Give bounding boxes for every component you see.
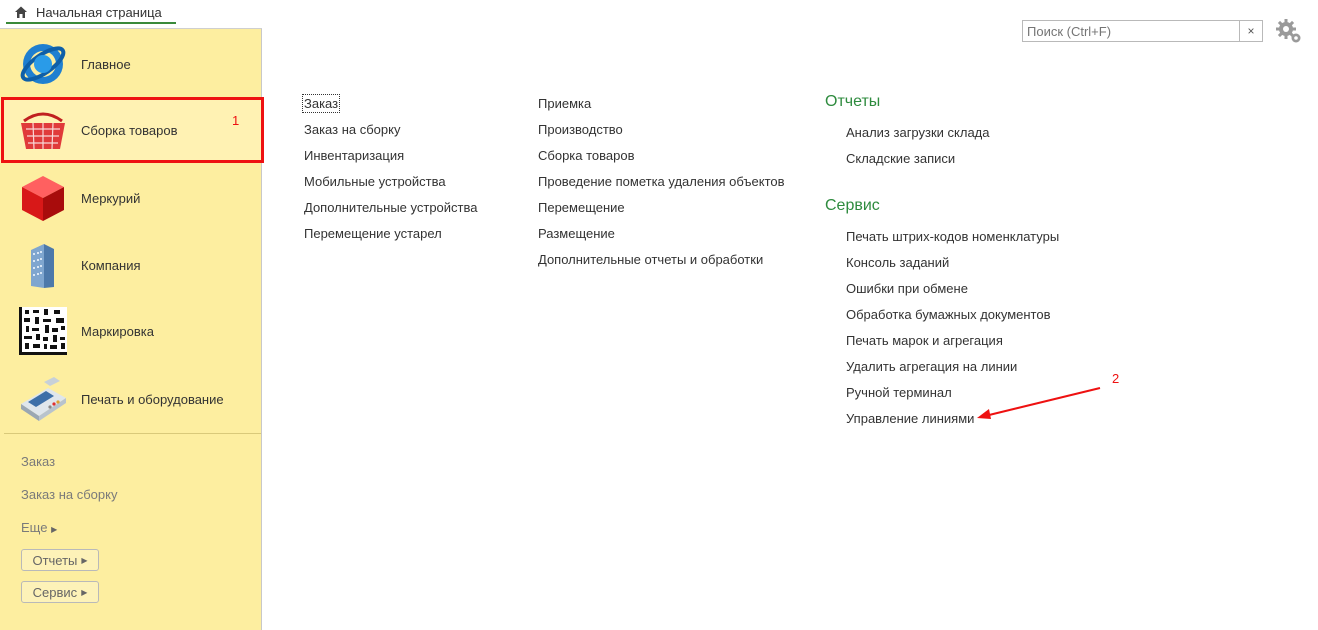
basket-icon bbox=[18, 105, 68, 155]
section-label: Главное bbox=[81, 56, 131, 72]
section-mercury[interactable] bbox=[0, 165, 261, 231]
command-mobile-devices[interactable]: Мобильные устройства bbox=[304, 174, 446, 189]
section-label: Маркировка bbox=[81, 323, 154, 339]
command-assembly-order[interactable]: Заказ на сборку bbox=[304, 122, 401, 137]
service-button-label: Сервис bbox=[32, 584, 78, 600]
annotation-arrow bbox=[975, 380, 1120, 425]
section-marking[interactable] bbox=[0, 298, 261, 364]
command-transfer[interactable]: Перемещение bbox=[538, 200, 625, 215]
command-placement[interactable]: Размещение bbox=[538, 226, 615, 241]
chevron-right-icon: ▶ bbox=[81, 587, 88, 597]
section-label: Печать и оборудование bbox=[81, 391, 224, 407]
command-deletion-marking[interactable]: Проведение пометка удаления объектов bbox=[538, 174, 785, 189]
search-input[interactable] bbox=[1023, 21, 1249, 41]
office-building-icon bbox=[18, 240, 68, 290]
service-paper-docs[interactable]: Обработка бумажных документов bbox=[846, 307, 1051, 322]
service-exchange-errors[interactable]: Ошибки при обмене bbox=[846, 281, 968, 296]
tab-strip bbox=[0, 0, 262, 29]
section-label: Компания bbox=[81, 257, 141, 273]
home-page-tab[interactable] bbox=[6, 2, 176, 24]
more-link[interactable] bbox=[21, 520, 57, 535]
sidebar-divider bbox=[4, 433, 261, 434]
red-cube-icon bbox=[18, 173, 68, 223]
service-line-management[interactable]: Управление линиями bbox=[846, 411, 975, 426]
command-transfer-obsolete[interactable]: Перемещение устарел bbox=[304, 226, 442, 241]
service-group-title: Сервис bbox=[825, 197, 880, 214]
reports-group-title: Отчеты bbox=[825, 93, 881, 110]
quick-link-assembly-order[interactable]: Заказ на сборку bbox=[21, 487, 118, 502]
payment-terminal-icon bbox=[18, 374, 68, 424]
command-additional-reports[interactable]: Дополнительные отчеты и обработки bbox=[538, 252, 764, 267]
annotation-number-2: 2 bbox=[1112, 371, 1120, 386]
section-assembly[interactable] bbox=[0, 97, 261, 163]
annotation-number-1: 1 bbox=[232, 113, 240, 128]
home-tab-label: Начальная страница bbox=[36, 4, 162, 20]
command-additional-devices[interactable]: Дополнительные устройства bbox=[304, 200, 478, 215]
report-warehouse-records[interactable]: Складские записи bbox=[846, 151, 956, 166]
service-job-console[interactable]: Консоль заданий bbox=[846, 255, 950, 270]
service-print-marks[interactable]: Печать марок и агрегация bbox=[846, 333, 1003, 348]
service-delete-aggregation[interactable]: Удалить агрегация на линии bbox=[846, 359, 1018, 374]
gear-icon[interactable] bbox=[1275, 18, 1301, 44]
reports-button-label: Отчеты bbox=[32, 552, 78, 568]
chevron-right-icon: ▶ bbox=[81, 555, 88, 565]
search-box bbox=[1022, 20, 1263, 42]
section-company[interactable] bbox=[0, 232, 261, 298]
command-goods-assembly[interactable]: Сборка товаров bbox=[538, 148, 635, 163]
report-warehouse-load[interactable]: Анализ загрузки склада bbox=[846, 125, 990, 140]
service-print-barcodes[interactable]: Печать штрих-кодов номенклатуры bbox=[846, 229, 1060, 244]
command-production[interactable]: Производство bbox=[538, 122, 623, 137]
service-button[interactable] bbox=[21, 581, 99, 603]
section-main[interactable] bbox=[0, 31, 261, 97]
command-receiving[interactable]: Приемка bbox=[538, 96, 592, 111]
section-panel bbox=[0, 29, 262, 630]
chevron-right-icon: ▶ bbox=[51, 525, 58, 534]
main-globe-icon bbox=[18, 39, 68, 89]
more-label: Еще bbox=[21, 520, 48, 535]
quick-link-order[interactable]: Заказ bbox=[21, 454, 56, 469]
command-inventory[interactable]: Инвентаризация bbox=[304, 148, 405, 163]
section-label: Меркурий bbox=[81, 190, 141, 206]
section-label: Сборка товаров bbox=[81, 122, 178, 138]
clear-search-button[interactable]: × bbox=[1239, 21, 1262, 41]
command-order[interactable]: Заказ bbox=[304, 96, 339, 111]
home-icon bbox=[14, 5, 28, 19]
service-manual-terminal[interactable]: Ручной терминал bbox=[846, 385, 952, 400]
reports-button[interactable] bbox=[21, 549, 99, 571]
section-print-equipment[interactable] bbox=[0, 366, 261, 432]
datamatrix-code-icon bbox=[18, 306, 68, 356]
